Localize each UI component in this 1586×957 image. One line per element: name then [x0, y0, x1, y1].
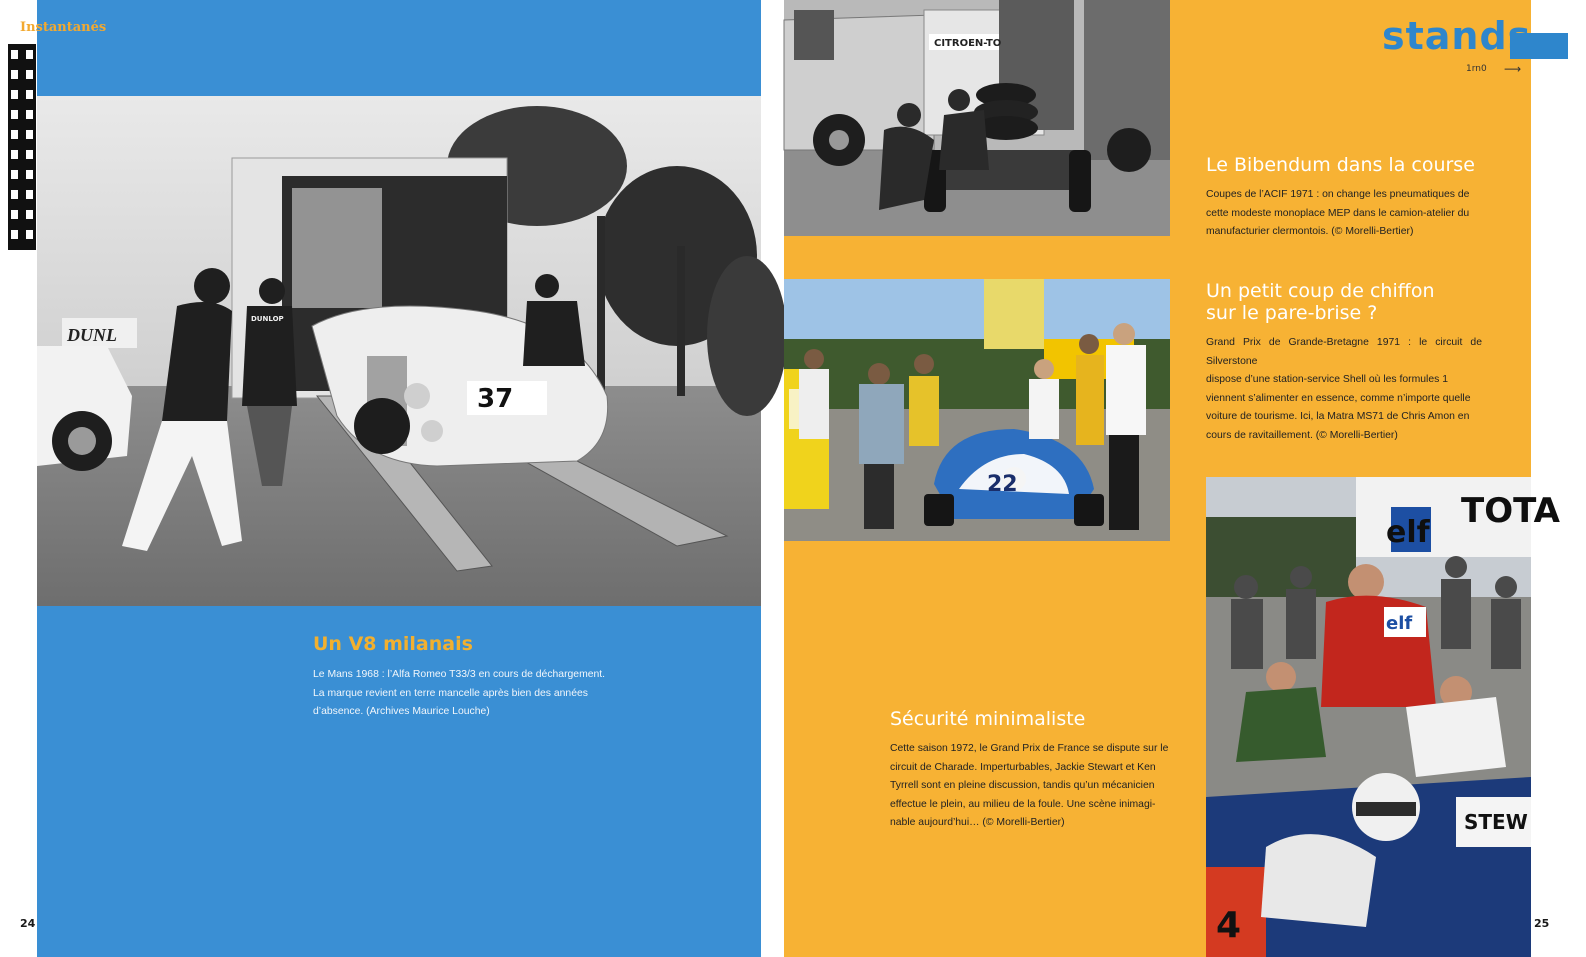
- car-number-22: 22: [987, 472, 1018, 497]
- car-number-37: 37: [477, 384, 514, 414]
- section-label: Instantanés: [20, 20, 107, 35]
- caption-text-securite: [890, 740, 1170, 833]
- alfa-romeo-unloading-photo: [37, 96, 761, 606]
- caption-line: voiture de tourisme. Ici, la Matra MS71 de Chris Amon en: [1206, 411, 1470, 423]
- caption-line: cette modeste monoplace MEP dans le camion-atelier du: [1206, 207, 1470, 219]
- caption-line: Cette saison 1972, le Grand Prix de France se dispute sur le: [890, 743, 1169, 754]
- stands-logo-text: stands: [1382, 14, 1532, 58]
- caption-line: circuit de Charade. Imperturbables, Jackie Stewart et Ken: [890, 761, 1156, 773]
- caption-text-bibendum: [1206, 186, 1482, 242]
- jacket-text: DUNLOP: [251, 315, 284, 323]
- filmstrip-icon: [8, 44, 36, 250]
- caption-title-bibendum: Le Bibendum dans la course: [1206, 154, 1475, 176]
- tire-change-photo: [784, 0, 1170, 236]
- caption-line: Le Mans 1968 : l’Alfa Romeo T33/3 en cours de déchargement.: [313, 669, 606, 680]
- caption-line: viennent s’alimenter en essence, comme n’importe quelle: [1206, 392, 1471, 404]
- dunlop-sign-text: DUNL: [67, 325, 117, 345]
- caption-line: d’absence. (Archives Maurice Louche): [313, 706, 490, 718]
- arrow-right-icon: ⟶: [1504, 62, 1522, 76]
- caption-line: dispose d’une station-service Shell où les formules 1: [1206, 374, 1448, 386]
- caption-text-chiffon: [1206, 334, 1482, 446]
- total-banner-text: TOTA: [1461, 491, 1560, 531]
- truck-text: CITROEN-TO: [934, 38, 1002, 49]
- stands-logo-subtext: 1rn0: [1466, 64, 1487, 74]
- caption-line: cours de ravitaillement. (© Morelli-Bertier): [1206, 429, 1398, 441]
- car-number-4: 4: [1216, 905, 1242, 946]
- caption-line: manufacturier clermontois. (© Morelli-Bertier): [1206, 226, 1414, 238]
- caption-line: effectue le plein, au milieu de la foule. Une scène inimagi-: [890, 798, 1156, 810]
- caption-title-v8: Un V8 milanais: [313, 633, 473, 655]
- overall-elf-text: elf: [1386, 613, 1413, 634]
- stands-logo: [1380, 14, 1568, 82]
- caption-title-securite: Sécurité minimaliste: [890, 708, 1086, 730]
- caption-text-v8: [313, 666, 605, 722]
- stewart-name-text: STEW: [1464, 810, 1528, 834]
- page-number-right: 25: [1534, 917, 1550, 930]
- caption-line: nable aujourd’hui… (© Morelli-Bertier): [890, 817, 1065, 829]
- caption-line: Tyrrell sont en pleine discussion, tandis qu’un mécanicien: [890, 780, 1155, 792]
- caption-line: Grand Prix de Grande-Bretagne 1971 : le circuit de Silverstone: [1206, 337, 1482, 367]
- matra-refuelling-photo: [784, 279, 1170, 541]
- caption-line: Coupes de l’ACIF 1971 : on change les pneumatiques de: [1206, 189, 1470, 200]
- caption-line: La marque revient en terre mancelle après bien des années: [313, 687, 588, 699]
- elf-banner-text: elf: [1386, 515, 1430, 550]
- caption-title-chiffon: Un petit coup de chiffon sur le pare-brise ?: [1206, 280, 1435, 324]
- page-number-left: 24: [20, 917, 36, 930]
